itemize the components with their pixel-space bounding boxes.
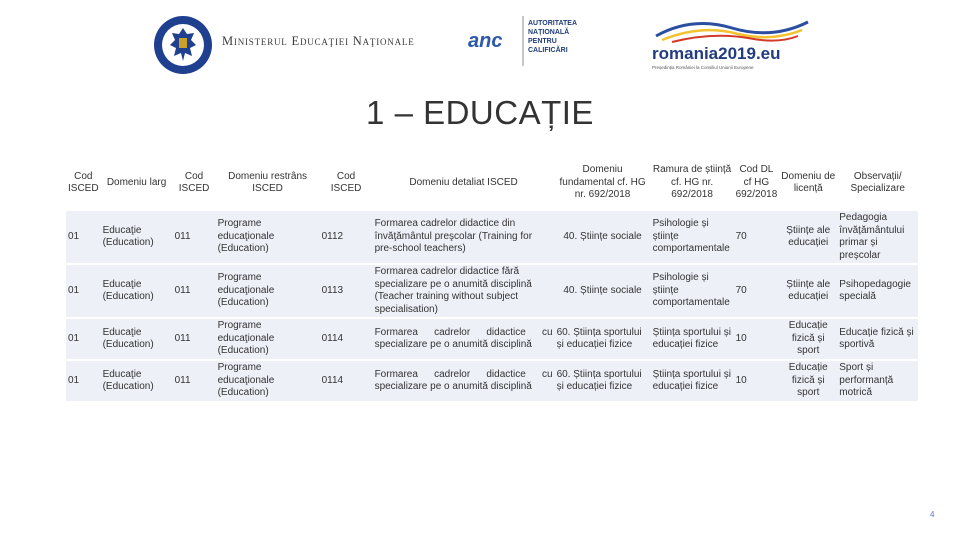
- domeniu-licenta-cell: Educație fizică și sport: [779, 318, 837, 360]
- cod-dl-cell: 10: [734, 318, 780, 360]
- domeniu-larg-cell: Educaţie (Education): [101, 318, 173, 360]
- romania2019-logo: [652, 14, 812, 70]
- header-cell: Cod ISCED: [320, 157, 373, 210]
- anc-logo-text: AUTORITATEA NAȚIONALĂ PENTRU CALIFICĂRI: [528, 20, 577, 54]
- cod-isced-cell: 01: [66, 264, 101, 318]
- domeniu-detaliat-cell: Formarea cadrelor didactice fără specializare pe o anumită disciplină (Teacher training without subject specialisation): [373, 264, 555, 318]
- domeniu-restrans-cell: Programe educaţionale (Education): [216, 318, 320, 360]
- cod-isced-cell: 0113: [320, 264, 373, 318]
- table-row: [66, 360, 918, 401]
- domeniu-fundamental-cell: 60. Știința sportului și educației fizice: [555, 318, 651, 360]
- presidency-stars-icon: [652, 14, 812, 44]
- header-cell: Cod ISCED: [173, 157, 216, 210]
- observatii-cell: Educație fizică și sportivă: [837, 318, 918, 360]
- page-title: 1 – EDUCAȚIE: [366, 94, 594, 131]
- header-cell: Observații/ Specializare: [837, 157, 918, 210]
- ministry-name: Ministerul Educaţiei Naţionale: [222, 34, 415, 48]
- header-cell: Domeniu larg: [101, 157, 173, 210]
- domeniu-restrans-cell: Programe educaţionale (Education): [216, 264, 320, 318]
- ramura-stiinta-cell: Știința sportului și educației fizice: [651, 318, 734, 360]
- ramura-stiinta-cell: Știința sportului și educației fizice: [651, 360, 734, 401]
- government-logo-icon: [152, 14, 214, 76]
- cod-isced-cell: 011: [173, 318, 216, 360]
- observatii-cell: Pedagogia învățământului primar și preșcolar: [837, 210, 918, 264]
- domeniu-detaliat-cell: Formarea cadrelor didactice cu specializare pe o anumită disciplină: [373, 360, 555, 401]
- table-row: [66, 264, 918, 318]
- anc-logo-mark: anc: [468, 30, 503, 52]
- page-number: 4: [930, 510, 935, 519]
- header-cell: Domeniu de licență: [779, 157, 837, 210]
- cod-isced-cell: 01: [66, 210, 101, 264]
- header-cell: Cod ISCED: [66, 157, 101, 210]
- table-row: [66, 210, 918, 264]
- ramura-stiinta-cell: Psihologie și științe comportamentale: [651, 264, 734, 318]
- header-cell: Domeniu detaliat ISCED: [373, 157, 555, 210]
- domeniu-restrans-cell: Programe educaţionale (Education): [216, 360, 320, 401]
- header-cell: Domeniu fundamental cf. HG nr. 692/2018: [555, 157, 651, 210]
- table-header-row: [66, 157, 918, 210]
- table-row: [66, 318, 918, 360]
- domeniu-licenta-cell: Științe ale educației: [779, 210, 837, 264]
- cod-dl-cell: 70: [734, 210, 780, 264]
- cod-isced-cell: 0114: [320, 360, 373, 401]
- cod-isced-cell: 011: [173, 360, 216, 401]
- cod-isced-cell: 01: [66, 360, 101, 401]
- domeniu-fundamental-cell: 60. Știința sportului și educației fizice: [555, 360, 651, 401]
- header-cell: Ramura de știință cf. HG nr. 692/2018: [651, 157, 734, 210]
- isced-table: [66, 157, 918, 401]
- domeniu-larg-cell: Educaţie (Education): [101, 360, 173, 401]
- ramura-stiinta-cell: Psihologie și științe comportamentale: [651, 210, 734, 264]
- anc-divider: [522, 16, 524, 66]
- domeniu-detaliat-cell: Formarea cadrelor didactice din învăţământul preşcolar (Training for pre-school teachers): [373, 210, 555, 264]
- domeniu-licenta-cell: Științe ale educației: [779, 264, 837, 318]
- cod-isced-cell: 0114: [320, 318, 373, 360]
- cod-isced-cell: 01: [66, 318, 101, 360]
- header-cell: Domeniu restrâns ISCED: [216, 157, 320, 210]
- cod-isced-cell: 011: [173, 210, 216, 264]
- cod-dl-cell: 70: [734, 264, 780, 318]
- domeniu-detaliat-cell: Formarea cadrelor didactice cu specializare pe o anumită disciplină: [373, 318, 555, 360]
- header-cell: Cod DL cf HG 692/2018: [734, 157, 780, 210]
- domeniu-larg-cell: Educaţie (Education): [101, 264, 173, 318]
- domeniu-licenta-cell: Educație fizică și sport: [779, 360, 837, 401]
- romania2019-subtitle: Președinția României la Consiliul Uniunii Europene: [652, 65, 754, 70]
- anc-logo: [468, 16, 578, 68]
- domeniu-fundamental-cell: 40. Științe sociale: [555, 264, 651, 318]
- domeniu-larg-cell: Educaţie (Education): [101, 210, 173, 264]
- observatii-cell: Psihopedagogie specială: [837, 264, 918, 318]
- cod-isced-cell: 0112: [320, 210, 373, 264]
- domeniu-fundamental-cell: 40. Științe sociale: [555, 210, 651, 264]
- romania2019-name: romania2019.eu: [652, 44, 781, 63]
- observatii-cell: Sport și performanță motrică: [837, 360, 918, 401]
- cod-dl-cell: 10: [734, 360, 780, 401]
- cod-isced-cell: 011: [173, 264, 216, 318]
- domeniu-restrans-cell: Programe educaţionale (Education): [216, 210, 320, 264]
